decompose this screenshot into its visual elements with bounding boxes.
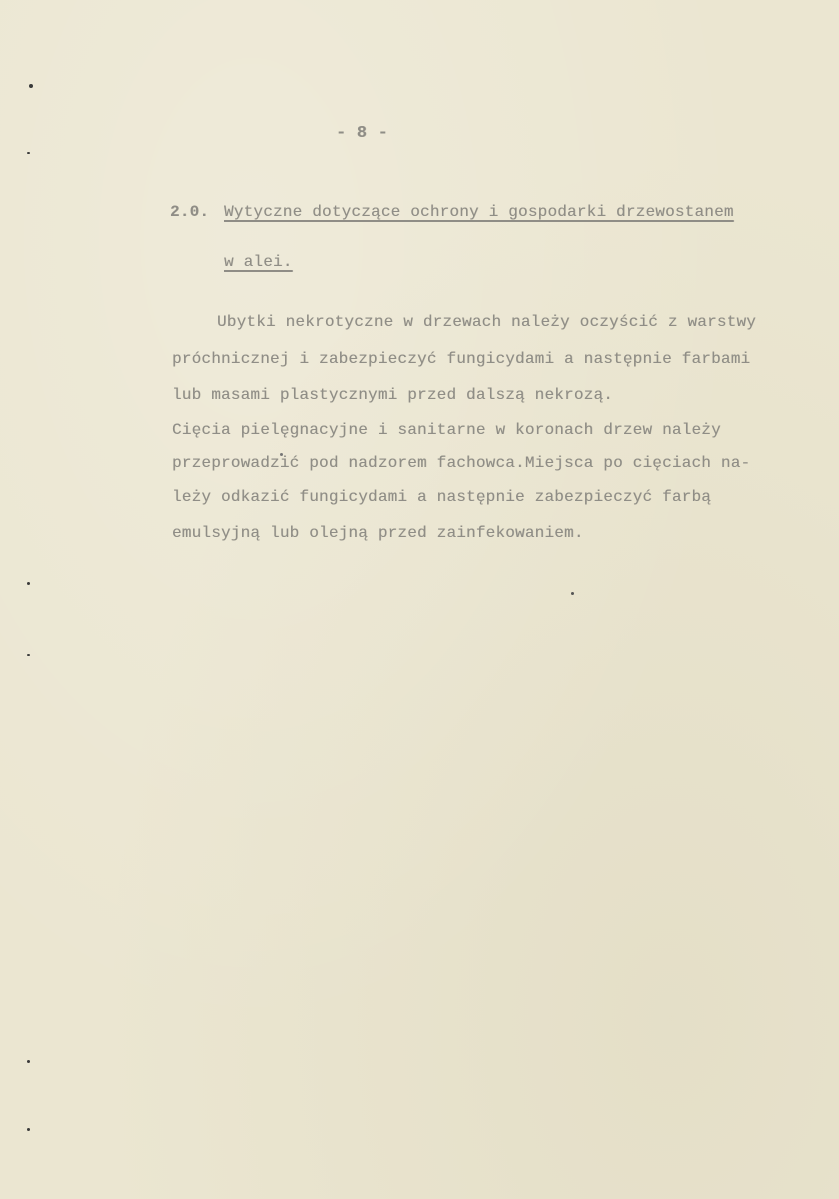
section-heading-line-2: w alei. xyxy=(224,253,293,271)
margin-mark xyxy=(27,152,30,154)
margin-mark xyxy=(27,1060,30,1063)
margin-mark xyxy=(27,1128,30,1131)
section-number: 2.0. xyxy=(170,203,210,221)
body-text-line: Ubytki nekrotyczne w drzewach należy oczyścić z warstwy xyxy=(217,313,757,331)
body-text-line: leży odkazić fungicydami a następnie zabezpieczyć farbą xyxy=(172,488,712,506)
body-text-line: lub masami plastycznymi przed dalszą nekrozą. xyxy=(172,386,614,404)
page-number: - 8 - xyxy=(336,124,389,143)
body-text-line: przeprowadzić pod nadzorem fachowca.Miejsca po cięciach na- xyxy=(172,454,751,472)
body-text-line: emulsyjną lub olejną przed zainfekowaniem. xyxy=(172,524,584,542)
section-heading-line-1: Wytyczne dotyczące ochrony i gospodarki drzewostanem xyxy=(224,203,734,221)
ink-speck xyxy=(571,592,574,595)
margin-mark xyxy=(27,654,30,656)
body-text-line: próchnicznej i zabezpieczyć fungicydami a następnie farbami xyxy=(172,350,751,368)
body-text-line: Cięcia pielęgnacyjne i sanitarne w koronach drzew należy xyxy=(172,421,721,439)
margin-mark xyxy=(29,84,33,88)
margin-mark xyxy=(27,582,30,585)
